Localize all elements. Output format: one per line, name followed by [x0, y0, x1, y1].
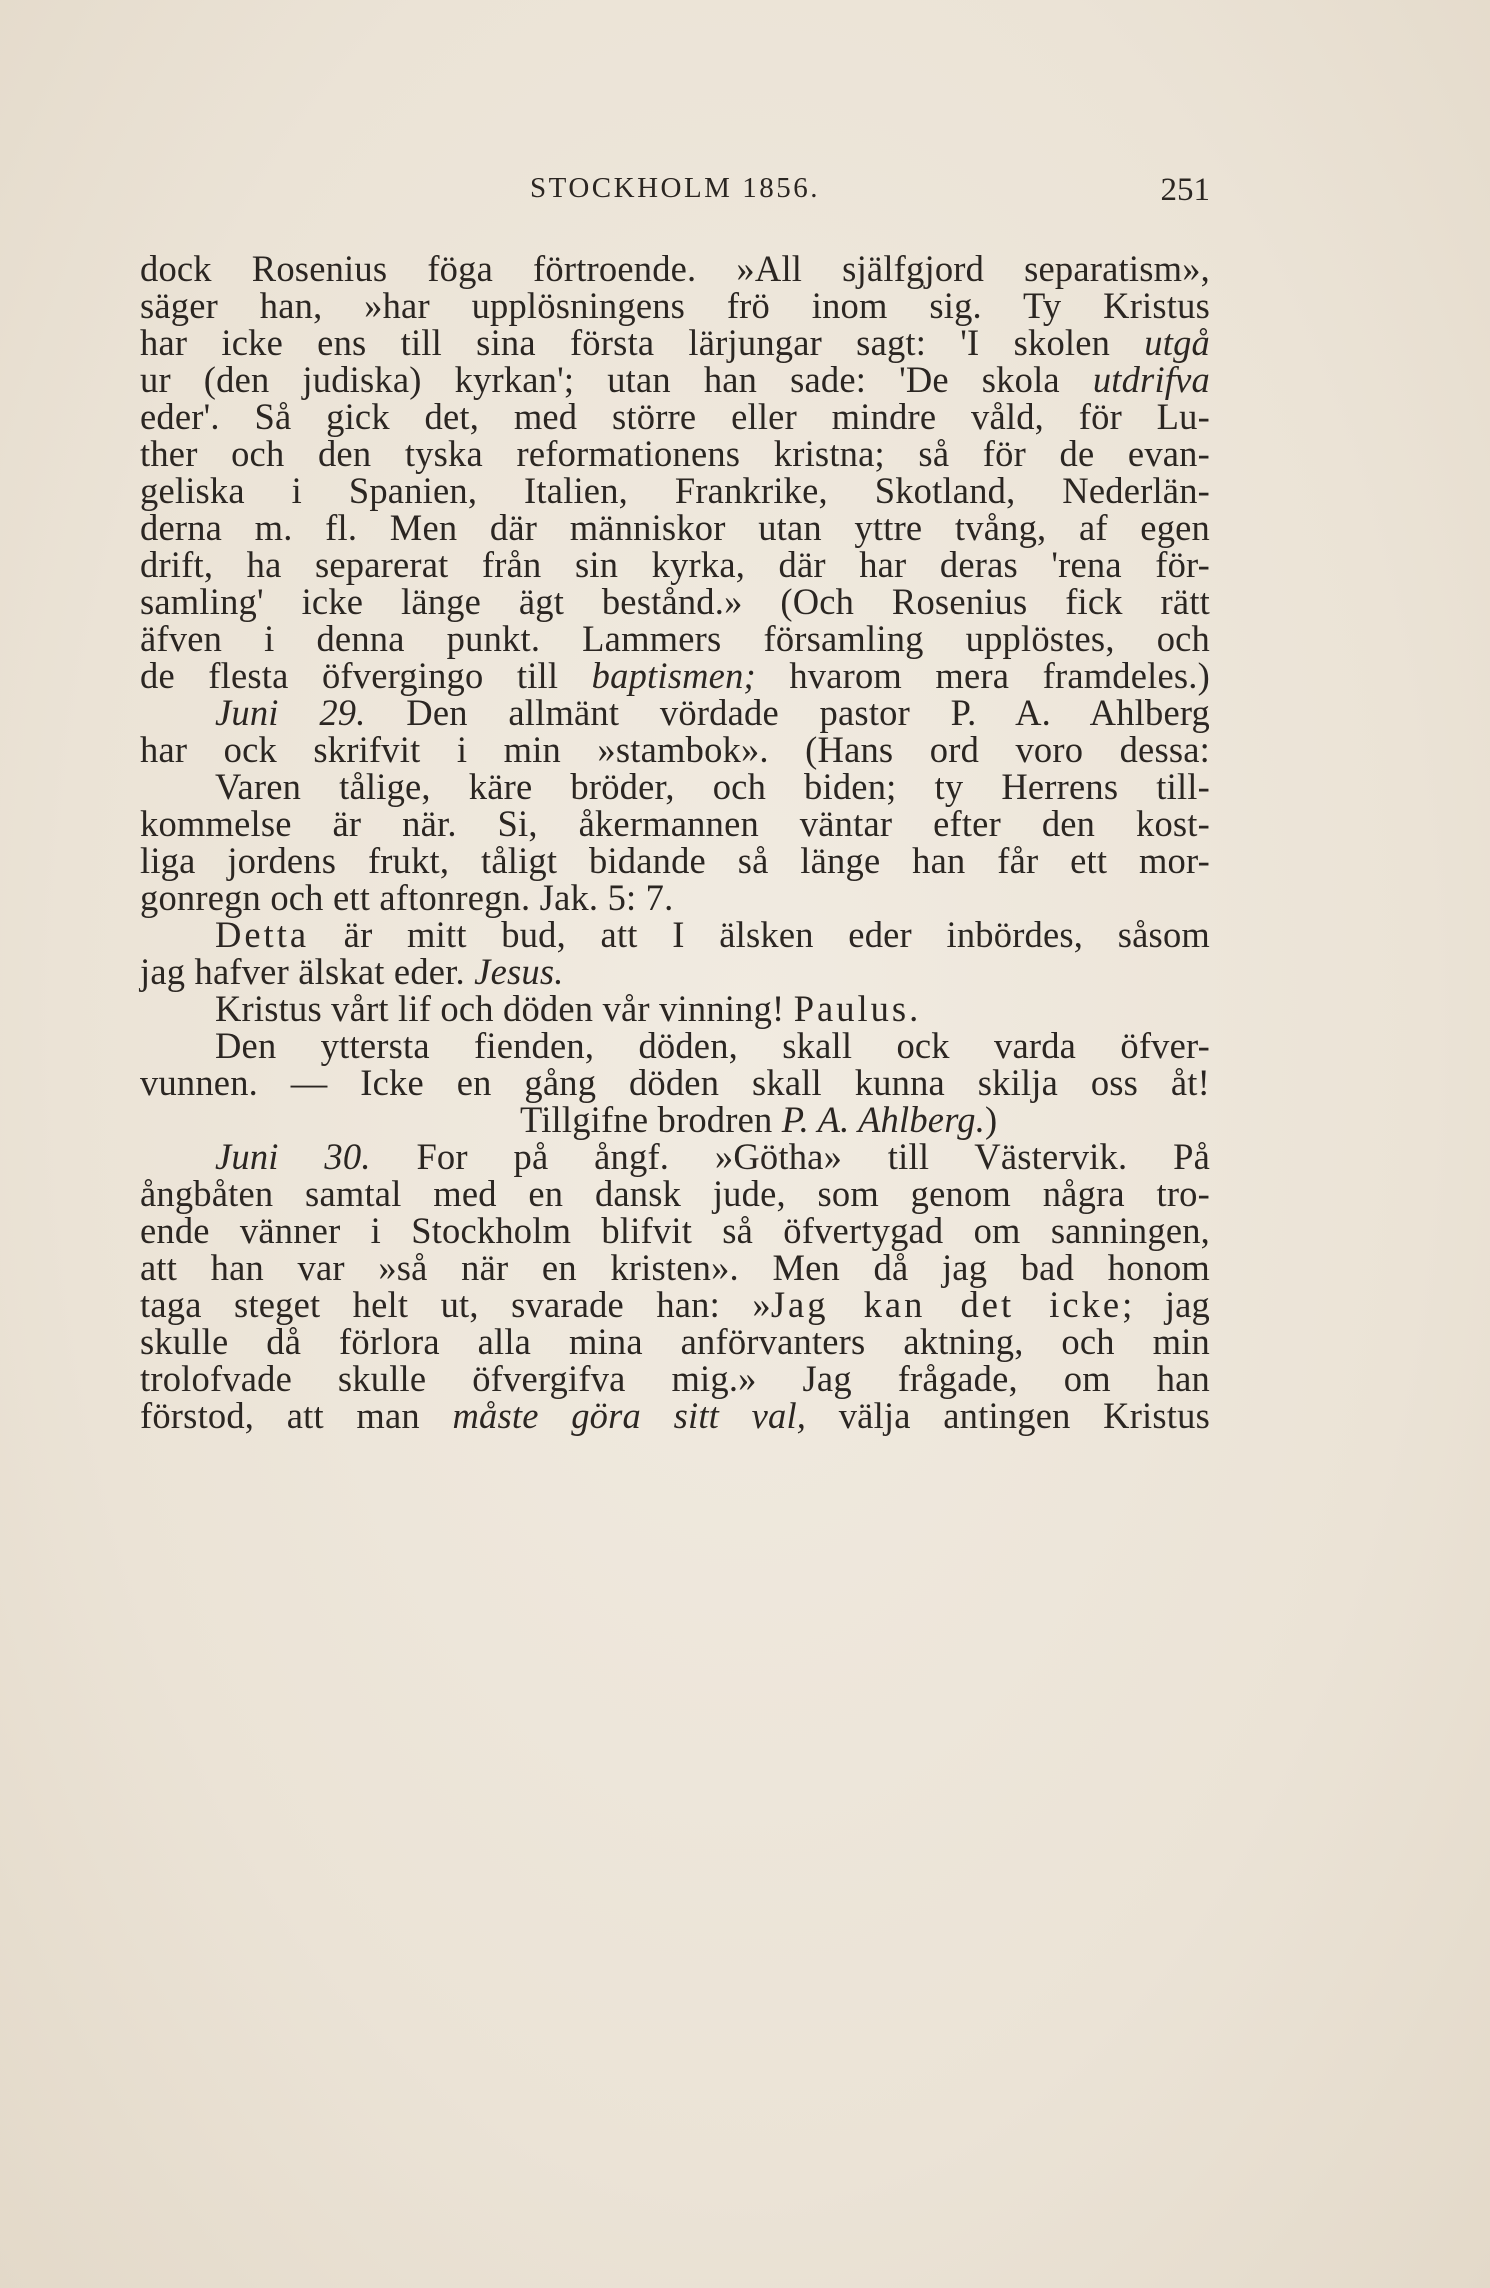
text-line: ångbåten samtal med en dansk jude, som genom några tro- [140, 1173, 1210, 1214]
text-line: ende vänner i Stockholm blifvit så öfvertygad om sanningen, [140, 1210, 1210, 1251]
signature-line: Tillgifne brodren P. A. Ahlberg.) [520, 1099, 998, 1140]
text-line: har icke ens till sina första lärjungar sagt: 'I skolen utgå [140, 322, 1210, 363]
text-line: säger han, »har upplösningens frö inom sig. Ty Kristus [140, 285, 1210, 326]
text-line: Detta är mitt bud, att I älsken eder inbördes, såsom [215, 914, 1210, 955]
text-line: att han var »så när en kristen». Men då jag bad honom [140, 1247, 1210, 1288]
text-line: Juni 30. For på ångf. »Götha» till Västervik. På [215, 1136, 1210, 1177]
text-line: har ock skrifvit i min »stambok». (Hans ord voro dessa: [140, 729, 1210, 770]
text-line: trolofvade skulle öfvergifva mig.» Jag frågade, om han [140, 1358, 1210, 1399]
text-line: eder'. Så gick det, med större eller mindre våld, för Lu- [140, 396, 1210, 437]
text-line: derna m. fl. Men där människor utan yttre tvång, af egen [140, 507, 1210, 548]
text-line: taga steget helt ut, svarade han: »Jag kan det icke; jag [140, 1284, 1211, 1325]
running-head: STOCKHOLM 1856. [530, 172, 820, 204]
text-line: Kristus vårt lif och döden vår vinning! Paulus. [215, 988, 922, 1029]
text-line: ther och den tyska reformationens kristna; så för de evan- [140, 433, 1210, 474]
text-line: geliska i Spanien, Italien, Frankrike, Skotland, Nederlän- [140, 470, 1210, 511]
text-line: ur (den judiska) kyrkan'; utan han sade: 'De skola utdrifva [140, 359, 1210, 400]
page-number: 251 [1160, 172, 1210, 208]
text-line: gonregn och ett aftonregn. Jak. 5: 7. [140, 877, 674, 918]
text-line: Varen tålige, käre bröder, och biden; ty Herrens till- [215, 766, 1210, 807]
text-line: äfven i denna punkt. Lammers församling upplöstes, och [140, 618, 1210, 659]
text-line: dock Rosenius föga förtroende. »All själfgjord separatism», [140, 248, 1210, 289]
text-line: drift, ha separerat från sin kyrka, där har deras 'rena för- [140, 544, 1210, 585]
text-line: jag hafver älskat eder. Jesus. [140, 951, 564, 992]
text-line: de flesta öfvergingo till baptismen; hvarom mera framdeles.) [140, 655, 1210, 696]
text-line: Den yttersta fienden, döden, skall ock varda öfver- [215, 1025, 1210, 1066]
text-line: vunnen. — Icke en gång döden skall kunna skilja oss åt! [140, 1062, 1210, 1103]
text-line: skulle då förlora alla mina anförvanters aktning, och min [140, 1321, 1210, 1362]
text-line: förstod, att man måste göra sitt val, välja antingen Kristus [140, 1395, 1211, 1436]
text-line: Juni 29. Den allmänt vördade pastor P. A. Ahlberg [215, 692, 1211, 733]
text-line: samling' icke länge ägt bestånd.» (Och Rosenius fick rätt [140, 581, 1210, 622]
text-line: liga jordens frukt, tåligt bidande så länge han får ett mor- [140, 840, 1210, 881]
page-header [140, 172, 1210, 222]
text-line: kommelse är när. Si, åkermannen väntar efter den kost- [140, 803, 1210, 844]
